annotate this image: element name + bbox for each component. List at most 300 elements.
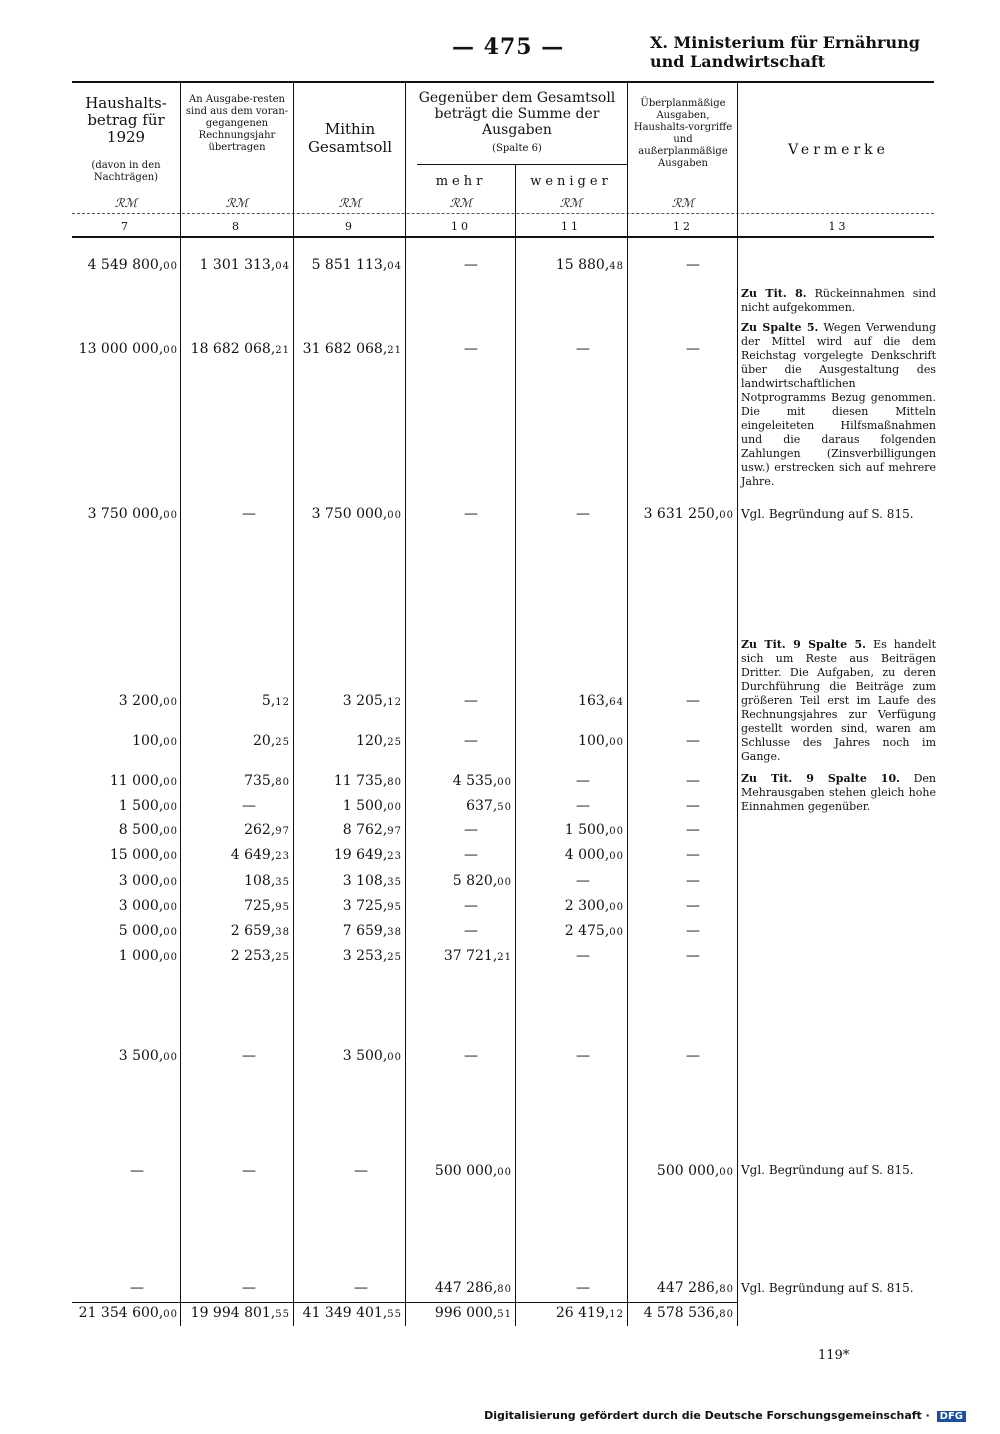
amount-whole: 120,	[356, 733, 388, 749]
column-number: 13	[828, 220, 849, 233]
amount-whole: —	[576, 1280, 590, 1296]
table-cell-c11	[576, 773, 590, 789]
amount-whole: —	[242, 798, 256, 814]
header-bottom-rule	[72, 236, 934, 238]
table-cell-c11	[576, 341, 590, 357]
amount-cents: 38	[387, 927, 402, 938]
amount-whole: 1 500,	[342, 798, 388, 814]
table-cell-c10	[464, 733, 478, 749]
amount-whole: 3 725,	[342, 898, 388, 914]
amount-cents: 00	[497, 1167, 512, 1178]
ministry-title: X. Ministerium für Ernährung und Landwirtschaft	[650, 33, 920, 71]
col-sep	[405, 82, 406, 1326]
table-cell-c7	[119, 822, 178, 838]
table-cell-c10	[435, 1280, 512, 1296]
amount-whole: 2 475,	[564, 923, 610, 939]
amount-cents: 00	[163, 737, 178, 748]
table-cell-c11	[576, 798, 590, 814]
amount-whole: 15 880,	[555, 257, 610, 273]
remark-head: Zu Tit. 9 Spalte 10.	[741, 772, 900, 785]
column-header-10-11-sub: (Spalte 6)	[492, 143, 542, 154]
amount-cents: 00	[719, 1167, 734, 1178]
amount-whole: 500 000,	[656, 1163, 720, 1179]
amount-cents: 64	[609, 697, 624, 708]
table-cell-c7	[132, 733, 178, 749]
table-cell-c10	[464, 923, 478, 939]
amount-cents: 12	[609, 1309, 624, 1320]
table-cell-c9	[312, 257, 402, 273]
footer-text: Digitalisierung gefördert durch die Deutsche Forschungsgemeinschaft	[484, 1409, 922, 1422]
amount-whole: 19 994 801,	[190, 1305, 276, 1321]
amount-cents: 00	[163, 877, 178, 888]
table-cell-c12	[686, 822, 700, 838]
amount-whole: 20,	[253, 733, 276, 749]
amount-cents: 00	[719, 510, 734, 521]
amount-cents: 80	[275, 777, 290, 788]
amount-whole: 3 253,	[342, 948, 388, 964]
amount-whole: 447 286,	[434, 1280, 498, 1296]
amount-whole: 3 631 250,	[643, 506, 720, 522]
table-cell-c8	[242, 1163, 256, 1179]
column-header-12: Überplanmäßige Ausgaben, Haushalts-vorgriffe und außerplanmäßige Ausgaben	[633, 98, 733, 169]
table-cell-c7	[119, 948, 178, 964]
amount-whole: 262,	[244, 822, 276, 838]
amount-cents: 00	[497, 877, 512, 888]
top-rule	[72, 81, 934, 83]
amount-whole: 3 000,	[118, 873, 164, 889]
amount-whole: 13 000 000,	[78, 341, 164, 357]
total-cell-c11	[556, 1305, 624, 1321]
table-cell-c9	[354, 1163, 368, 1179]
amount-cents: 00	[163, 802, 178, 813]
amount-cents: 55	[275, 1309, 290, 1320]
amount-cents: 04	[387, 261, 402, 272]
amount-cents: 12	[275, 697, 290, 708]
column-header-13: Vermerke	[788, 142, 889, 158]
table-cell-c9	[343, 798, 402, 814]
amount-whole: 4 649,	[230, 847, 276, 863]
amount-whole: 3 500,	[118, 1048, 164, 1064]
table-cell-c12	[686, 733, 700, 749]
amount-whole: 1 000,	[118, 948, 164, 964]
amount-whole: 2 659,	[230, 923, 276, 939]
table-cell-c8	[253, 733, 290, 749]
amount-cents: 00	[609, 927, 624, 938]
amount-whole: 18 682 068,	[190, 341, 276, 357]
folio-number: 119*	[818, 1348, 850, 1363]
amount-cents: 80	[719, 1284, 734, 1295]
amount-whole: —	[576, 341, 590, 357]
table-cell-c7	[119, 1048, 178, 1064]
amount-whole: —	[576, 873, 590, 889]
column-number: 7	[121, 220, 131, 233]
table-cell-c8	[244, 873, 290, 889]
amount-whole: 3 750 000,	[87, 506, 164, 522]
amount-cents: 00	[163, 952, 178, 963]
amount-whole: —	[686, 773, 700, 789]
amount-whole: —	[576, 773, 590, 789]
amount-cents: 25	[387, 952, 402, 963]
table-cell-c11	[576, 506, 590, 522]
remark-text: Rückeinnahmen sind nicht aufgekommen.	[741, 287, 937, 314]
table-cell-c12	[686, 341, 700, 357]
table-cell-c11	[565, 822, 624, 838]
column-number: 8	[232, 220, 242, 233]
col-sep	[293, 82, 294, 1326]
amount-whole: 26 419,	[555, 1305, 610, 1321]
table-cell-c7	[130, 1280, 144, 1296]
amount-whole: 11 000,	[109, 773, 164, 789]
amount-whole: —	[242, 506, 256, 522]
amount-cents: 00	[609, 826, 624, 837]
table-cell-c12	[657, 1280, 734, 1296]
amount-whole: —	[686, 873, 700, 889]
table-cell-c9	[356, 733, 402, 749]
amount-whole: 15 000,	[109, 847, 164, 863]
amount-whole: —	[354, 1163, 368, 1179]
total-cell-c12	[644, 1305, 734, 1321]
table-cell-c7	[110, 773, 178, 789]
amount-cents: 23	[387, 851, 402, 862]
amount-whole: —	[464, 341, 478, 357]
remark-tit-9-spalte-10	[741, 772, 936, 814]
remark-text: Es handelt sich um Reste aus Beiträgen Dritter. Die Aufgaben, zu deren Durchführung die Beiträge zum größeren Teil erst im Laufe des Rechnungsjahres zur Verfügung gestellt worden sind, waren am Schlusse des Jahres noch im Gange.	[741, 638, 937, 763]
col-sep	[180, 82, 181, 1326]
amount-cents: 00	[163, 1052, 178, 1063]
column-header-8: An Ausgabe-resten sind aus dem voran-gegangenen Rechnungsjahr übertragen	[185, 94, 289, 153]
amount-whole: 5 000,	[118, 923, 164, 939]
table-cell-c12	[644, 506, 734, 522]
table-cell-c8	[262, 693, 290, 709]
column-header-10: mehr	[435, 174, 487, 189]
amount-whole: —	[464, 506, 478, 522]
amount-whole: —	[686, 923, 700, 939]
amount-whole: 5 820,	[452, 873, 498, 889]
amount-cents: 25	[275, 737, 290, 748]
amount-cents: 00	[163, 826, 178, 837]
table-cell-c11	[576, 948, 590, 964]
table-cell-c8	[231, 948, 290, 964]
amount-whole: 3 200,	[118, 693, 164, 709]
amount-whole: 1 301 313,	[199, 257, 276, 273]
amount-cents: 25	[387, 737, 402, 748]
amount-whole: —	[130, 1163, 144, 1179]
amount-whole: —	[464, 733, 478, 749]
amount-whole: —	[464, 822, 478, 838]
table-cell-c11	[578, 733, 624, 749]
amount-cents: 12	[387, 697, 402, 708]
column-header-7: Haushalts-betrag für 1929	[85, 94, 167, 146]
amount-whole: 7 659,	[342, 923, 388, 939]
table-cell-c8	[231, 847, 290, 863]
amount-whole: 725,	[244, 898, 276, 914]
amount-whole: 447 286,	[656, 1280, 720, 1296]
amount-cents: 35	[275, 877, 290, 888]
amount-whole: —	[464, 693, 478, 709]
table-cell-c10	[464, 693, 478, 709]
amount-whole: —	[686, 948, 700, 964]
amount-cents: 00	[163, 261, 178, 272]
amount-whole: —	[576, 506, 590, 522]
table-cell-c9	[343, 822, 402, 838]
remark-text: Wegen Verwendung der Mittel wird auf die dem Reichstag vorgelegte Denkschrift über die Ausgestaltung des landwirtschaftlichen Notprogramms Bezug genommen. Die mit diesen Mitteln eingeleiteten Hilfsmaßnahmen und die daraus folgenden Zahlungen (Zinsverbilligungen usw.) erstrecken sich auf mehrere Jahre.	[741, 321, 937, 488]
table-cell-c7	[110, 847, 178, 863]
table-cell-c9	[343, 948, 402, 964]
amount-whole: 4 535,	[452, 773, 498, 789]
amount-cents: 00	[387, 802, 402, 813]
amount-whole: —	[686, 898, 700, 914]
table-cell-c9	[343, 693, 402, 709]
table-cell-c12	[686, 798, 700, 814]
unit-label: ℛℳ	[449, 196, 473, 210]
table-cell-c12	[686, 948, 700, 964]
amount-cents: 00	[609, 851, 624, 862]
column-header-9: Mithin Gesamtsoll	[307, 120, 393, 156]
amount-cents: 00	[163, 345, 178, 356]
amount-whole: 4 578 536,	[643, 1305, 720, 1321]
amount-cents: 00	[163, 902, 178, 913]
amount-cents: 00	[163, 927, 178, 938]
table-cell-c11	[578, 693, 624, 709]
column-number: 9	[345, 220, 355, 233]
amount-cents: 00	[163, 697, 178, 708]
amount-whole: 3 108,	[342, 873, 388, 889]
column-number: 12	[673, 220, 693, 233]
table-cell-c9	[303, 341, 402, 357]
remark-reference: Vgl. Begründung auf S. 815.	[741, 507, 914, 521]
table-cell-c8	[244, 822, 290, 838]
table-cell-c8	[191, 341, 290, 357]
table-cell-c12	[686, 693, 700, 709]
amount-cents: 80	[719, 1309, 734, 1320]
group-rule	[417, 164, 627, 165]
amount-whole: —	[354, 1280, 368, 1296]
table-cell-c9	[343, 1048, 402, 1064]
table-cell-c11	[565, 923, 624, 939]
table-cell-c8	[244, 898, 290, 914]
amount-cents: 95	[275, 902, 290, 913]
column-header-7-sub: (davon in den Nachträgen)	[91, 160, 161, 183]
amount-whole: 500 000,	[434, 1163, 498, 1179]
amount-cents: 21	[387, 345, 402, 356]
amount-whole: —	[242, 1163, 256, 1179]
remark-spalte-5	[741, 321, 936, 489]
table-cell-c7	[119, 923, 178, 939]
remark-tit-8	[741, 287, 936, 315]
amount-whole: —	[576, 948, 590, 964]
amount-whole: 3 500,	[342, 1048, 388, 1064]
table-cell-c11	[576, 1048, 590, 1064]
table-cell-c11	[576, 873, 590, 889]
amount-whole: —	[464, 847, 478, 863]
table-cell-c10	[464, 341, 478, 357]
amount-cents: 00	[609, 902, 624, 913]
amount-cents: 48	[609, 261, 624, 272]
table-cell-c10	[466, 798, 512, 814]
table-cell-c8	[244, 773, 290, 789]
table-cell-c10	[435, 1163, 512, 1179]
remark-head: Zu Tit. 8.	[741, 287, 807, 300]
table-cell-c11	[565, 847, 624, 863]
table-cell-c11	[556, 257, 624, 273]
amount-whole: 2 300,	[564, 898, 610, 914]
amount-cents: 51	[497, 1309, 512, 1320]
amount-cents: 21	[275, 345, 290, 356]
amount-cents: 00	[163, 777, 178, 788]
table-cell-c8	[231, 923, 290, 939]
amount-whole: 8 500,	[118, 822, 164, 838]
amount-cents: 25	[275, 952, 290, 963]
amount-whole: 1 500,	[118, 798, 164, 814]
amount-whole: 19 649,	[333, 847, 388, 863]
table-cell-c10	[464, 847, 478, 863]
amount-cents: 80	[387, 777, 402, 788]
table-cell-c9	[334, 847, 402, 863]
amount-cents: 80	[497, 1284, 512, 1295]
table-cell-c9	[343, 898, 402, 914]
table-cell-c7	[119, 798, 178, 814]
amount-cents: 00	[163, 1309, 178, 1320]
amount-whole: 4 000,	[564, 847, 610, 863]
table-cell-c12	[686, 898, 700, 914]
amount-cents: 00	[387, 1052, 402, 1063]
total-cell-c10	[435, 1305, 512, 1321]
col-sep	[515, 165, 516, 1326]
amount-cents: 23	[275, 851, 290, 862]
table-cell-c10	[464, 1048, 478, 1064]
amount-cents: 97	[275, 826, 290, 837]
amount-whole: 163,	[578, 693, 610, 709]
amount-whole: —	[242, 1048, 256, 1064]
remark-text: Den Mehrausgaben stehen gleich hohe Einnahmen gegenüber.	[741, 772, 936, 813]
table-cell-c8	[242, 1048, 256, 1064]
amount-cents: 00	[497, 777, 512, 788]
column-header-10-11-group: Gegenüber dem Gesamtsoll beträgt die Summe der Ausgaben	[418, 90, 616, 138]
amount-whole: 100,	[132, 733, 164, 749]
amount-cents: 00	[163, 851, 178, 862]
amount-whole: 5 851 113,	[311, 257, 388, 273]
unit-rule	[72, 213, 934, 215]
unit-label: ℛℳ	[559, 196, 583, 210]
table-cell-c10	[453, 773, 512, 789]
table-cell-c12	[686, 847, 700, 863]
table-cell-c9	[343, 923, 402, 939]
table-cell-c9	[354, 1280, 368, 1296]
remark-head: Zu Tit. 9 Spalte 5.	[741, 638, 866, 651]
amount-cents: 55	[387, 1309, 402, 1320]
table-cell-c12	[686, 773, 700, 789]
table-cell-c10	[464, 257, 478, 273]
amount-whole: 37 721,	[443, 948, 498, 964]
amount-whole: 108,	[244, 873, 276, 889]
amount-whole: —	[576, 798, 590, 814]
amount-whole: 11 735,	[333, 773, 388, 789]
amount-whole: —	[464, 923, 478, 939]
table-cell-c8	[200, 257, 290, 273]
table-cell-c7	[119, 873, 178, 889]
table-cell-c7	[88, 506, 178, 522]
amount-whole: 31 682 068,	[302, 341, 388, 357]
table-cell-c10	[453, 873, 512, 889]
amount-cents: 00	[163, 510, 178, 521]
amount-whole: —	[686, 693, 700, 709]
amount-whole: 21 354 600,	[78, 1305, 164, 1321]
amount-whole: 41 349 401,	[302, 1305, 388, 1321]
amount-whole: —	[242, 1280, 256, 1296]
amount-whole: —	[686, 257, 700, 273]
amount-whole: —	[464, 1048, 478, 1064]
page-number: — 475 —	[452, 34, 565, 60]
col-sep	[737, 82, 738, 1326]
amount-cents: 00	[609, 737, 624, 748]
amount-whole: 996 000,	[434, 1305, 498, 1321]
amount-whole: —	[576, 1048, 590, 1064]
table-cell-c10	[444, 948, 512, 964]
table-cell-c12	[686, 1048, 700, 1064]
table-cell-c11	[576, 1280, 590, 1296]
remark-head: Zu Spalte 5.	[741, 321, 819, 334]
amount-whole: 735,	[244, 773, 276, 789]
table-cell-c12	[686, 923, 700, 939]
amount-whole: 3 750 000,	[311, 506, 388, 522]
amount-cents: 97	[387, 826, 402, 837]
table-cell-c12	[686, 257, 700, 273]
amount-whole: —	[686, 733, 700, 749]
amount-cents: 04	[275, 261, 290, 272]
table-cell-c10	[464, 506, 478, 522]
remark-reference: Vgl. Begründung auf S. 815.	[741, 1163, 914, 1177]
table-cell-c7	[119, 693, 178, 709]
amount-whole: —	[686, 341, 700, 357]
amount-cents: 21	[497, 952, 512, 963]
amount-whole: 100,	[578, 733, 610, 749]
amount-whole: —	[686, 822, 700, 838]
table-cell-c12	[657, 1163, 734, 1179]
table-cell-c7	[88, 257, 178, 273]
amount-whole: 2 253,	[230, 948, 276, 964]
table-cell-c10	[464, 898, 478, 914]
total-cell-c9	[303, 1305, 402, 1321]
amount-whole: 4 549 800,	[87, 257, 164, 273]
column-header-11: weniger	[530, 174, 612, 189]
column-number: 10	[451, 220, 471, 233]
table-cell-c10	[464, 822, 478, 838]
amount-whole: —	[464, 257, 478, 273]
amount-whole: 1 500,	[564, 822, 610, 838]
amount-cents: 00	[387, 510, 402, 521]
column-number: 11	[561, 220, 581, 233]
amount-cents: 35	[387, 877, 402, 888]
amount-cents: 50	[497, 802, 512, 813]
table-cell-c8	[242, 506, 256, 522]
amount-whole: —	[464, 898, 478, 914]
amount-whole: 3 000,	[118, 898, 164, 914]
table-cell-c9	[312, 506, 402, 522]
unit-label: ℛℳ	[114, 196, 138, 210]
amount-cents: 95	[387, 902, 402, 913]
table-cell-c7	[119, 898, 178, 914]
table-cell-c11	[565, 898, 624, 914]
table-cell-c9	[343, 873, 402, 889]
unit-label: ℛℳ	[671, 196, 695, 210]
unit-label: ℛℳ	[338, 196, 362, 210]
total-cell-c8	[191, 1305, 290, 1321]
amount-whole: 8 762,	[342, 822, 388, 838]
table-cell-c12	[686, 873, 700, 889]
unit-label: ℛℳ	[225, 196, 249, 210]
remark-reference: Vgl. Begründung auf S. 815.	[741, 1281, 914, 1295]
amount-whole: 5,	[261, 693, 276, 709]
